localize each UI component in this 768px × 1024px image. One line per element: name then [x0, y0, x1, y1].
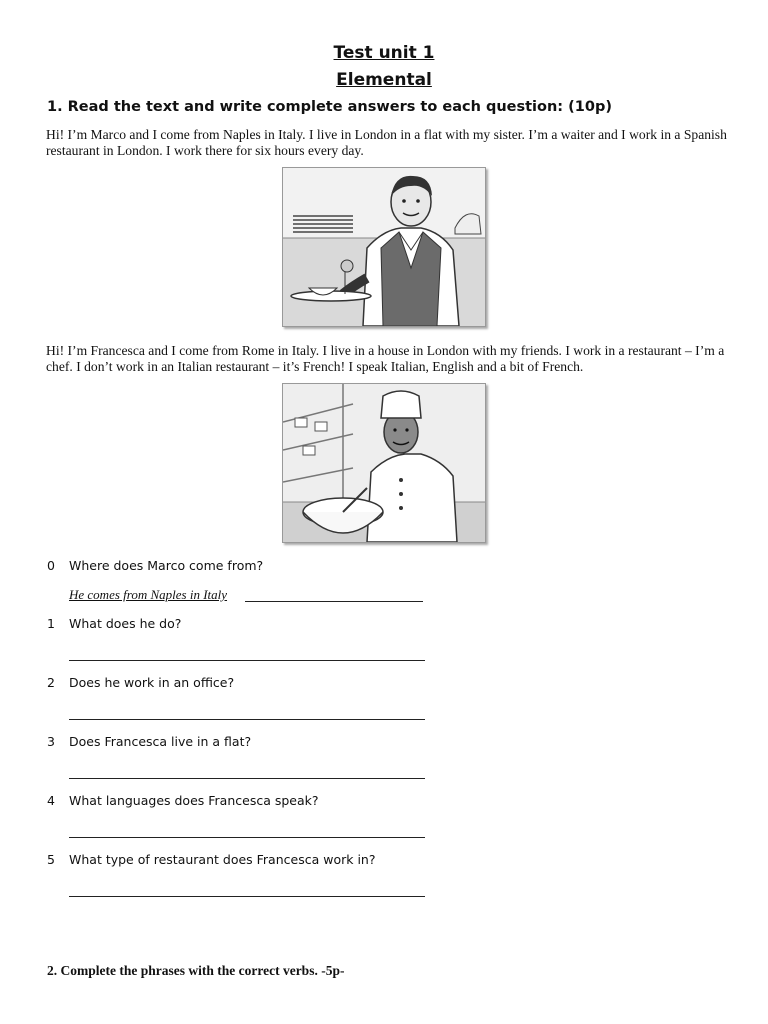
question-number: 4 [47, 793, 55, 808]
page-title: Test unit 1 [333, 43, 435, 63]
question-text: What type of restaurant does Francesca work in? [69, 852, 376, 867]
chef-illustration [282, 383, 486, 543]
question-text: Where does Marco come from? [69, 558, 264, 573]
question-number: 3 [47, 734, 55, 749]
question-text: Does Francesca live in a flat? [69, 734, 252, 749]
answer-line[interactable] [69, 825, 425, 838]
question-number: 0 [47, 558, 55, 573]
question-number: 2 [47, 675, 55, 690]
answer-line[interactable] [69, 766, 425, 779]
question-text: What languages does Francesca speak? [69, 793, 319, 808]
section2-heading: 2. Complete the phrases with the correct verbs. -5p- [47, 963, 345, 978]
answer-line [245, 601, 423, 602]
page-subtitle: Elemental [336, 70, 432, 90]
question-text: Does he work in an office? [69, 675, 235, 690]
example-answer: He comes from Naples in Italy [69, 587, 228, 602]
section1-heading: 1. Read the text and write complete answers to each question: (10p) [47, 99, 612, 115]
francesca-paragraph: Hi! I’m Francesca and I come from Rome in Italy. I live in a house in London with my friends. I work in a restaurant – I’m a chef. I don’t work in an Italian restaurant – it’s French! I speak Italian, English and a bit of French. [46, 343, 725, 374]
question-number: 1 [47, 616, 55, 631]
question-text: What does he do? [69, 616, 182, 631]
marco-paragraph: Hi! I’m Marco and I come from Naples in Italy. I live in London in a flat with my sister. I’m a waiter and I work in a Spanish restaurant in London. I work there for six hours every day. [46, 127, 727, 158]
waiter-illustration [282, 167, 486, 327]
question-number: 5 [47, 852, 55, 867]
answer-line[interactable] [69, 707, 425, 720]
answer-line[interactable] [69, 884, 425, 897]
answer-line[interactable] [69, 648, 425, 661]
